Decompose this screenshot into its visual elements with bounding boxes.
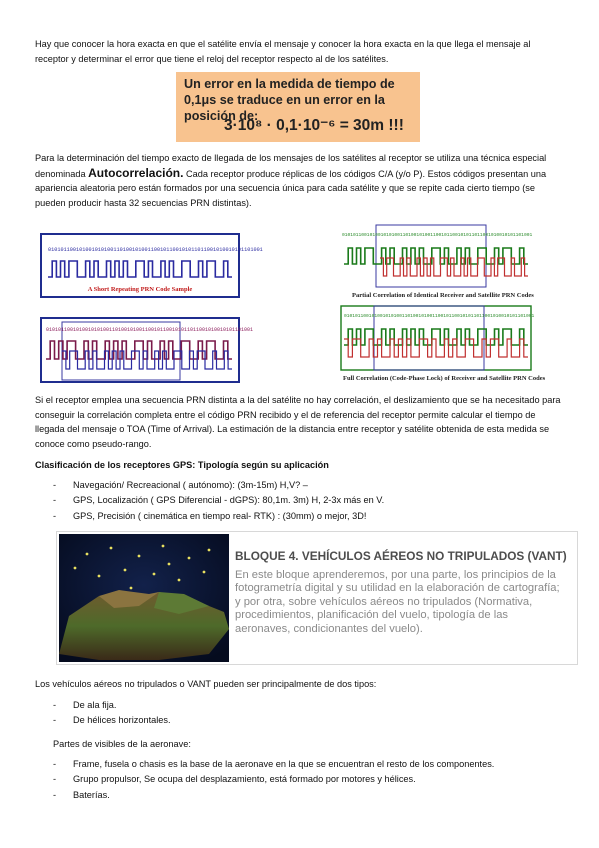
bit-string-2: 010101100101001010100110100101001100101100101011011001010010101101001	[342, 233, 533, 238]
prn-code-figure-4	[340, 305, 535, 371]
prn-code-diagram-4	[340, 305, 535, 371]
parts-list	[53, 757, 494, 803]
list-item: - De hélices horizontales.	[53, 713, 171, 728]
list-item: - GPS, Localización ( GPS Diferencial - dGPS): 80,1m. 3m) H, 2-3x más en V.	[53, 493, 384, 508]
parts-heading: Partes de visibles de la aeronave:	[53, 739, 191, 749]
list-item: - GPS, Precisión ( cinemática en tiempo real- RTK) : (30mm) o mejor, 3D!	[53, 509, 384, 524]
correlation-paragraph: Si el receptor emplea una secuencia PRN distinta a la del satélite no hay correlación, el deslizamiento que se ha necesitado para conseguir la correlación completa entre el código PRN recibido y el de referencia del receptor permite calcular el tiempo de llegada del mensaje o TOA (Time of Arrival). La estimación de la distancia entre receptor y satélite obtenida de esta medida se conoce como pseudo-rango.	[35, 395, 561, 449]
callout-text: Un error en la medida de tiempo de 0,1μs se traduce en un error en la posición de:	[184, 77, 395, 123]
list-item: - De ala fija.	[53, 698, 171, 713]
list-item: - Frame, fusela o chasis es la base de la aeronave en la que se encuentran el resto de los componentes.	[53, 757, 494, 772]
prn-code-figure-2	[340, 224, 532, 290]
autocorrelation-text-b: Cada receptor produce réplicas de los códigos C/A (y/o P). Estos códigos presentan una apariencia aleatoria pero están formados por una secuencia única para cada satélite y que se repite cada cierto tiempo (se pueden producir hasta 32 secuencias PRN distintas).	[35, 168, 547, 208]
list-item: - Grupo propulsor, Se ocupa del desplazamiento, está formado por motores y hélices.	[53, 772, 494, 787]
prn-code-diagram-3	[40, 317, 254, 383]
bit-string-3: 010101100101001010100110100101001100101100101011011001010010101101001	[46, 327, 254, 333]
banner-title: BLOQUE 4. VEHÍCULOS AÉREOS NO TRIPULADOS (VANT)	[235, 549, 567, 563]
prn-code-figure-1	[40, 233, 263, 298]
intro-paragraph: Hay que conocer la hora exacta en que el satélite envía el mensaje y conocer la hora exacta en la que llega el mensaje al receptor y determinar el error que tiene el reloj del receptor respecto al de los satélites.	[35, 39, 531, 64]
prn-replica-waveform-4	[344, 339, 528, 357]
callout-equation: 3·10⁸ · 0,1·10⁻⁶ = 30m !!!	[224, 117, 404, 134]
fig2-caption: Partial Correlation of Identical Receiver and Satellite PRN Codes	[352, 292, 534, 299]
bit-string-1: 010101100101001010100110100101001100101100101011011001010010101101001	[48, 247, 263, 253]
prn-waveform-2	[344, 248, 528, 264]
prn-code-diagram-1	[40, 233, 263, 298]
autocorrelation-text-a: Para la determinación del tiempo exacto de llegada de los mensajes de los satélites al receptor se utiliza una técnica especial denominada	[35, 153, 547, 179]
receivers-heading: Clasificación de los receptores GPS: Tipología según su aplicación	[35, 460, 329, 470]
receivers-list	[53, 478, 384, 524]
autocorrelation-paragraph	[35, 151, 565, 210]
banner-text: En este bloque aprenderemos, por una parte, los principios de la fotogrametría digital y su utilidad en la elaboración de cartografía; y por otra, sobre vehículos aéreos no tripulados (Normativa, procedimientos, planificación del vuelo, tipología de las aeronaves, condicionantes del vuelo).	[235, 569, 560, 635]
error-callout	[176, 72, 420, 142]
autocorrelation-term: Autocorrelación.	[88, 165, 184, 180]
fig4-caption: Full Correlation (Code-Phase Lock) of Receiver and Satellite PRN Codes	[343, 375, 546, 382]
terrain-image	[59, 534, 229, 662]
prn-code-figure-3	[40, 317, 254, 383]
list-item: - Baterías.	[53, 788, 494, 803]
vant-types-intro: Los vehículos aéreos no tripulados o VANT pueden ser principalmente de dos tipos:	[35, 679, 377, 689]
fig1-caption: A Short Repeating PRN Code Sample	[87, 286, 193, 293]
vant-types-list	[53, 698, 171, 729]
bit-string-4: 010101100101001010100110100101001100101100101011011001010010101101001	[344, 314, 535, 319]
prn-code-diagram-2	[340, 224, 532, 290]
vant-banner	[56, 531, 578, 665]
list-item: - Navegación/ Recreacional ( autónomo): (3m-15m) H,V? –	[53, 478, 384, 493]
